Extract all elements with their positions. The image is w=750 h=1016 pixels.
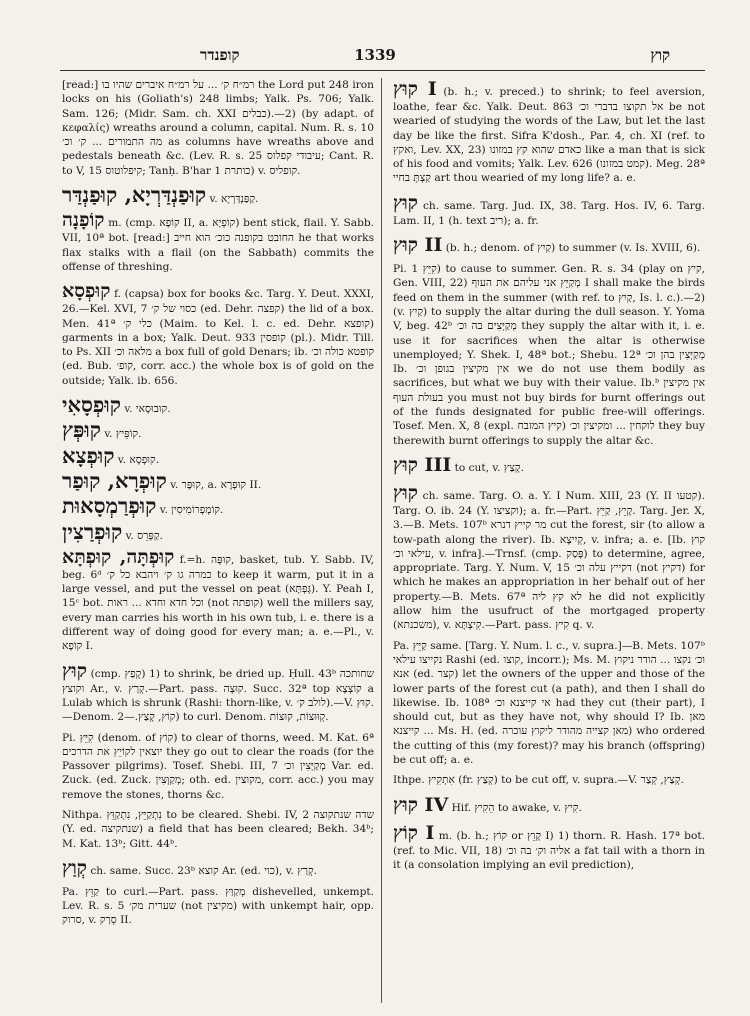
dictionary-entry (62, 78, 374, 178)
entry-text: (cmp. קָפַץ) 1) to shrink, be dried up. Ḥull. 43ᵇ שחותכה וקוצץ Ar., v. קְרַץ.—Part. pass. קוּצָה. Succ. 32ª top קוֹצְצָא a Lulab which is shrunk (Rashi: thorn-like, v. לולב ק׳).—V. קוּץ.—Denom. קוֹץ, קָצַץ.—2) to curl. Denom. קְוּוּצוֹת, קוּצוֹת. (62, 667, 374, 724)
column-divider (381, 78, 382, 1003)
entry-text: Ithpe. אִתְקִיץ (fr. קְצַץ) to be cut off, v. supra.—V. קְצַץ, קְצַר. (393, 774, 684, 787)
entry-headword: קְוַץ (62, 856, 87, 879)
entry-headword: קוּפְסָא (62, 280, 111, 303)
dictionary-entry (393, 773, 705, 787)
dictionary-entry (62, 280, 374, 388)
entry-text: v. קוֹמְפְרוֹמִיסִין. (159, 504, 224, 517)
entry-text: m. (cmp. קוֹפָא II, a. קוֹפְיָא) bent stick, flail. Y. Sabb. VII, 10ª bot. [read:] החובט בקופנה כוכ׳ הוא חייב he that works flax stalks with a flail (on the Sabbath) commits the offense of threshing. (62, 217, 374, 273)
entry-headword: קוּפְרָא, קוּפַר (62, 467, 167, 493)
entry-headword: קוּפְתָּה, קוּפְתָּא (62, 545, 175, 568)
dictionary-entry (62, 808, 374, 851)
dictionary-entry (62, 885, 374, 928)
entry-text: (b. h.; v. preced.) to shrink; to feel aversion, loathe, fear &c. Yalk. Deut. 863 אל תקוצו בדברי וכ׳ be not wearied of studying the words of the Law, but let the last day be like the first. Sifra K'dosh., Par. 4, ch. XI (ref. to ואקץ, Lev. XX, 23) כאדם שהוא קץ במזונו like a man that is sick of his food and vomits; Yalk. Lev. 626 (קמט במזונו). Meg. 28ª קַצְתָּ בחיי art thou wearied of my long life? a. e. (393, 86, 705, 185)
dictionary-entry (62, 518, 374, 544)
dictionary-entry (393, 639, 705, 768)
dictionary-entry (393, 482, 705, 633)
entry-text: v. קוּפָּר, a. קוּפְרָא II. (170, 478, 262, 491)
dictionary-entry (393, 234, 705, 256)
entry-text: v. קוּבוּסָאי. (124, 403, 171, 416)
entry-headword: קוּפְרַצִין (62, 518, 123, 544)
right-column (393, 78, 705, 1008)
dictionary-entry (62, 442, 374, 468)
dictionary-entry (62, 731, 374, 802)
page-number: 1339 (354, 46, 396, 64)
dictionary-entry (393, 794, 705, 816)
header-rule (60, 70, 705, 71)
dictionary-entry (62, 546, 374, 654)
entry-headword: קוּפַנְדַּרְיָא, קוּפַנְדַּר (62, 182, 207, 208)
entry-text: ch. same. Succ. 23ᵇ קוצא Ar. (ed. כוי), v. קְרַץ. (90, 864, 318, 877)
entry-headword: קוּפְצָא (62, 442, 115, 468)
dictionary-entry (62, 184, 374, 206)
dictionary-entry (393, 262, 705, 448)
entry-text: v. קוֹפֵּיץ. (104, 428, 142, 441)
entry-headword: קוּץ (393, 481, 418, 504)
entry-text: [read:] רמ״ח ק׳ ... על רמ״ח איברים שהיו בו the Lord put 248 iron locks on his (Goliath's) 248 limbs; Yalk. Ps. 706; Yalk. Sam. 126; (Midr. Sam. ch. XXI כבלים).—2) (by adapt. of κεφαλίς) wreaths around a column, capital. Num. R. s. 10 מה התמורים ... ק׳ וכ׳ as columns have wreaths above and pedestals beneath &c. (Lev. R. s. 25 עיבודי קפלוס; Cant. R. to V, 15 קיפלוטוס; Tanḥ. B'har 1 כותרת) v. קופליס. (62, 79, 374, 177)
dictionary-entry (62, 660, 374, 725)
entry-text: Nithpa. נִתְקַיֵּץ, נִתְקַוֵּץ to be cleared. Shebi. IV, 2 שדה שנתקוצה (Y. ed. שנתקיצה) a field that has been cleared; Bekh. 34ᵇ; M. Kat. 13ᵇ; Gitt. 44ᵇ. (62, 808, 374, 850)
entry-headword: קוּפְּץ (62, 417, 101, 443)
entry-text: to cut, v. קָצַץ. (454, 461, 524, 474)
dictionary-entry (62, 467, 374, 493)
dictionary-entry (393, 192, 705, 228)
entry-text: m. (b. h.; קוֹץ or קָוֵץ I) 1) thorn. R. Hash. 17ª bot. (ref. to Mic. VII, 18) אליה וק׳ בה וכ׳ a fat tail with a thorn in it (a consolation implying an evil prediction), (393, 829, 705, 871)
entry-headword: קוּפְסָאִי (62, 392, 121, 418)
dictionary-entry (62, 419, 374, 441)
dictionary-entry (393, 822, 705, 873)
entry-headword: קוּץ I (393, 78, 437, 100)
dictionary-entry (393, 454, 705, 476)
entry-text: v. קוּפְסָא. (117, 453, 160, 466)
header-right-word: קוץ (650, 46, 670, 64)
dictionary-entry (62, 495, 374, 517)
dictionary-entry (62, 209, 374, 274)
entry-headword: קוּץ II (393, 234, 443, 257)
entry-text: ch. same. Targ. O. a. Y. I Num. XIII, 23 (Y. II קטעו). Targ. O. ib. 24 (Y. וקציצו); a. fr.—Part. קָיֵץ, קַיֵּץ. Targ. Jer. X, 3.—B. Mets. 107ᵇ מר קייץ דנרא cut the forest, sir (to allow a tow-path along the river). Ib. קְיִיצָא, v. infra; a. e. [Ib. קוץ עילאי וכ׳, v. infra].—Trnsf. (cmp. פָּסַק) to determine, agree, appropriate. Targ. Y. Num. V, 15 דקייץ עלה וכ׳ (not דקיץ) for which he makes an appropriation in her behalf out of her property.—B. Mets. 67ª לא קץ ליה he did not explicitly allow him the usufruct of the mortgaged property (משכנתא), v. קִיצְתָּא.—Part. pass. קִיץ q. v. (393, 489, 705, 632)
entry-headword: קוּץ III (393, 453, 452, 476)
entry-headword: קוּץ IV (393, 793, 449, 816)
entry-text: f.=h. קוּפָּה, basket, tub. Y. Sabb. IV, beg. 6ᵈ כמרה גו ק׳ ויהבא כל ק׳ to keep it warm, put it in a large vessel, and put the vessel on peat (גְּפְתָּא). Y. Peah I, 15ᶜ bot. וכל חדא וחדא ... ראות (not קופתה) well the millers say, every man carries his worth in his own tub, i. e. there is a different way of doing good for every man; a. e.—Pl., v. קוֹפָא I. (62, 553, 374, 653)
entry-headword: קוּץ (393, 191, 418, 214)
page-header (60, 46, 690, 68)
entry-text: Pa. קַוֵּץ to curl.—Part. pass. מְקַוַּץ dishevelled, unkempt. Lev. R. s. 5 שערית מק׳ (not מקיצין) with unkempt hair, opp. סרוק, v. סְרַק II. (62, 885, 374, 927)
entry-text: Pa. קַיֵּץ same. [Targ. Y. Num. l. c., v. supra.]—B. Mets. 107ᵇ נקייצו עילאי Rashi (ed. קוצו, incorr.); Ms. M. וכ׳ נקצו ... הודר ניקוץ אנא (ed. קצר) let the owners of the upper and those of the lower parts of the forest cut (a path), and then I shall do likewise. Ib. 108ª אי קייצנא וכ׳ had they cut (their part), I should cut, but as they have not, why should I? Ib. מאן קייצנא ... Ms. H. (ed. מאן קצייה מהודר ליקוץ עוכרה) who ordered the cutting of this (my forest)? may his branch (offspring) be cut off; a. e. (393, 639, 705, 766)
left-column (62, 78, 374, 1008)
entry-text: f. (capsa) box for books &c. Targ. Y. Deut. XXXI, 26.—Kel. XVI, 7 כסוי של ק׳ (ed. Dehr. קפצה) the lid of a box. Men. 41ª כלי ק׳ (Maim. to Kel. l. c. ed. Dehr. קופצא) garments in a box; Yalk. Deut. 933 קופסין (pl.). Midr. Till. to Ps. XII מלאה וכ׳ a box full of gold Denars; ib. קופטא כולה וכ׳ (ed. Bub. קופ׳, corr. acc.) the whole box is of gold on the outside; Yalk. ib. 656. (62, 288, 374, 387)
dictionary-entry (62, 857, 374, 879)
dictionary-entry (393, 78, 705, 186)
entry-text: Pi. קִיֵּץ (denom. of קוֹץ) to clear of thorns, weed. M. Kat. 6ª יוצאין לקוֹיֵץ את הדרכים they go out to clear the roads (for the Passover pilgrims). Tosef. Shebi. III, 7 מְקַיְּצִין וכ׳ Var. ed. Zuck. (ed. Zuck. מְקַוְּצִין; oth. ed. מקוצין, corr. acc.) you may remove the stones, thorns &c. (62, 731, 374, 801)
entry-text: v. קַפַּנְדַּרְיָא. (209, 193, 259, 206)
header-left-word: קופנדר (200, 46, 240, 64)
entry-headword: קוֹפָנָה (62, 209, 105, 232)
entry-headword: קוּץ (62, 659, 87, 682)
entry-headword: קוֹץ I (393, 821, 435, 844)
entry-text: Pi. קִיֵּץ 1) to cause to summer. Gen. R. s. 34 (play on קיץ, Gen. VIII, 22) מְקַיֵּץ אני עליהם את העוף I shall make the birds feed on them in the summer (with ref. to קַיִץ, Is. l. c.).—2) (v. קַיִץ) to supply the altar during the dull season. Y. Yoma V, beg. 42ᵇ מְקַיְּצִים בה וכ׳ they supply the altar with it, i. e. use it for sacrifices when the altar is otherwise unemployed; Y. Shek. I, 48ª bot.; Shebu. 12ª מְקַיְּצִין בהן וכ׳ Ib. אין מקיצין בגופן וכ׳ we do not use them bodily as sacrifices, but what we buy with their value. Ib.ᵇ אין מקיצין בעולת העוף you must not buy birds for burnt offerings out of the funds designated for public free-will offerings. Tosef. Men. X, 8 (expl. קיץ המזבח) לוקחין ... ומקיצין וכ׳ they buy therewith burnt offerings to supply the altar &c. (393, 263, 705, 447)
entry-text: (b. h.; denom. of קַיִץ) to summer (v. Is. XVIII, 6). (445, 242, 701, 255)
entry-text: ch. same. Targ. Jud. IX, 38. Targ. Hos. IV, 6. Targ. Lam. II, 1 (h. text ריב); a. fr. (393, 199, 705, 227)
entry-text: Hif. הֵקִיץ to awake, v. קִיץ. (451, 801, 582, 814)
entry-text: v. קַפְּרֵס. (125, 529, 163, 542)
dictionary-entry (62, 394, 374, 416)
entry-headword: קוּפְרַמְסָאוּת (62, 493, 157, 519)
